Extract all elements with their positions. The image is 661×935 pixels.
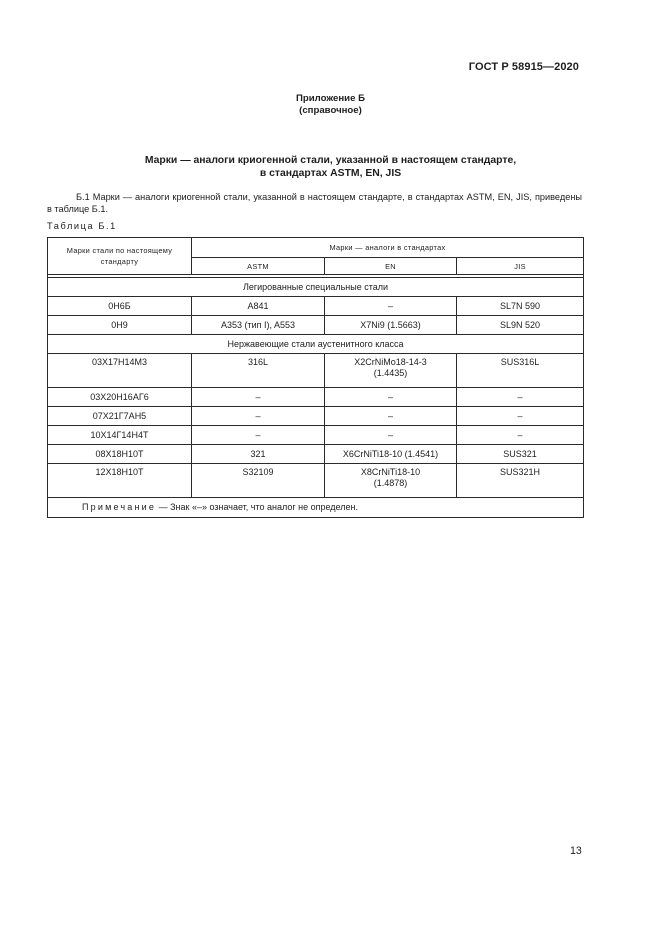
cell-jis: SUS321 [457, 445, 584, 464]
header-en: EN [325, 258, 457, 275]
cell-astm: – [192, 388, 325, 407]
table-note [48, 498, 584, 518]
cell-jis: – [457, 407, 584, 426]
cell-grade: 12Х18Н10Т [48, 464, 192, 498]
page-number: 13 [570, 845, 582, 857]
intro-paragraph: Б.1 Марки — аналоги криогенной стали, указанной в настоящем стандарте, в стандартах ASTM, EN, JIS, приведены в таблице Б.1. [47, 192, 582, 215]
cell-astm: S32109 [192, 464, 325, 498]
cell-jis: SUS321H [457, 464, 584, 498]
cell-jis: SUS316L [457, 354, 584, 388]
table-row [48, 426, 584, 445]
note-text: — Знак «–» означает, что аналог не определен. [156, 502, 358, 512]
header-jis: JIS [457, 258, 584, 275]
section-heading [0, 154, 661, 180]
table-row [48, 407, 584, 426]
standard-number: ГОСТ Р 58915—2020 [468, 61, 579, 73]
table-note-row [48, 498, 584, 518]
cell-grade: 03Х17Н14М3 [48, 354, 192, 388]
table-row [48, 445, 584, 464]
cell-astm: – [192, 407, 325, 426]
cell-grade: 0Н6Б [48, 297, 192, 316]
cell-en: – [325, 407, 457, 426]
cell-grade: 08Х18Н10Т [48, 445, 192, 464]
cell-astm: 316L [192, 354, 325, 388]
note-label: Примечание [82, 502, 157, 512]
table-caption: Таблица Б.1 [47, 221, 117, 231]
section-label-alloyed: Легированные специальные стали [48, 278, 584, 297]
header-astm: ASTM [192, 258, 325, 275]
cell-jis: – [457, 388, 584, 407]
cell-en [325, 354, 457, 388]
section-heading-line-2: в стандартах ASTM, EN, JIS [259, 168, 402, 179]
cell-astm: A841 [192, 297, 325, 316]
section-label-austenitic: Нержавеющие стали аустенитного класса [48, 335, 584, 354]
cell-grade: 03Х20Н16АГ6 [48, 388, 192, 407]
table-row [48, 316, 584, 335]
cell-en: X7Ni9 (1.5663) [325, 316, 457, 335]
cell-astm: – [192, 426, 325, 445]
appendix-subtitle: (справочное) [299, 105, 362, 116]
cell-grade: 10Х14Г14Н4Т [48, 426, 192, 445]
cell-en-line-1: X2CrNiMo18-14-3 [354, 357, 427, 367]
section-heading-line-1: Марки — аналоги криогенной стали, указанной в настоящем стандарте, [144, 155, 517, 166]
cell-jis: – [457, 426, 584, 445]
cell-astm: 321 [192, 445, 325, 464]
cell-en: X6CrNiTi18-10 (1.4541) [325, 445, 457, 464]
cell-en-line-2: (1.4435) [373, 368, 408, 378]
cell-jis: SL9N 520 [457, 316, 584, 335]
table-section-row [48, 335, 584, 354]
steel-analogs-table [47, 237, 584, 518]
header-own-grade: Марки стали по настоящему стандарту [48, 238, 192, 275]
cell-grade: 07Х21Г7АН5 [48, 407, 192, 426]
table-row [48, 464, 584, 498]
table-row [48, 297, 584, 316]
cell-en [325, 464, 457, 498]
table-row [48, 388, 584, 407]
cell-en: – [325, 297, 457, 316]
cell-en-line-2: (1.4878) [373, 478, 408, 488]
appendix-title-block [0, 93, 661, 117]
cell-en-line-1: X8CrNiTi18-10 [360, 467, 421, 477]
cell-en: – [325, 388, 457, 407]
cell-astm: A353 (тип I), A553 [192, 316, 325, 335]
cell-grade: 0Н9 [48, 316, 192, 335]
appendix-title: Приложение Б [296, 93, 365, 104]
table-section-row [48, 278, 584, 297]
table-row [48, 354, 584, 388]
header-analog-group: Марки — аналоги в стандартах [192, 238, 584, 258]
table-header-row [48, 238, 584, 258]
cell-en: – [325, 426, 457, 445]
cell-jis: SL7N 590 [457, 297, 584, 316]
